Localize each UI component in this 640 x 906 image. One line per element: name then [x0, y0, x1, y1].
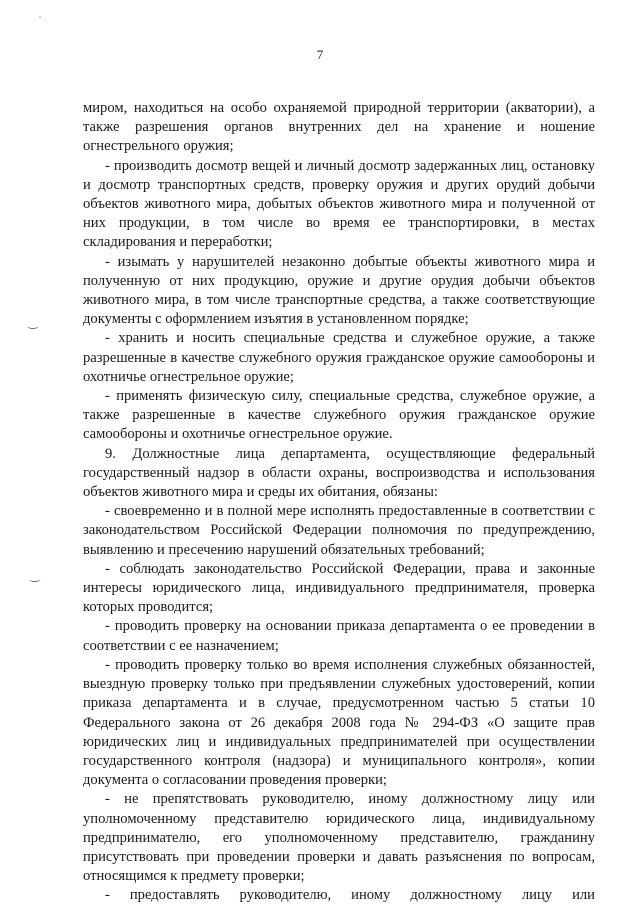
paragraph: - не препятствовать руководителю, иному должностному лицу или уполномоченному представителю юридического лица, индивидуальному предпринимателю, его уполномоченному представителю, гражданину присутствовать при проведении проверки и давать разъяснения по вопросам, относящимся к предмету проверки;: [83, 791, 595, 885]
paragraph: - хранить и носить специальные средства и служебное оружие, а также разрешенные в качестве служебного оружия гражданское оружие самообороны и охотничье огнестрельное оружие;: [83, 330, 595, 385]
paragraph: - предоставлять руководителю, иному должностному лицу или: [105, 887, 595, 904]
paragraph: - производить досмотр вещей и личный досмотр задержанных лиц, остановку и досмотр транспортных средств, проверку оружия и других орудий добычи объектов животного мира, добытых объектов животного мира и полученной от них продукции, в том числе во время ее транспортировки, в местах складирования и переработки;: [83, 157, 595, 251]
scan-speck: ‿: [28, 315, 38, 329]
paragraph: - проводить проверку на основании приказа департамента о ее проведении в соответствии с ее назначением;: [83, 618, 595, 654]
paragraph: миром, находиться на особо охраняемой природной территории (акватории), а также разрешения органов внутренних дел на хранение и ношение огнестрельного оружия;: [83, 100, 595, 155]
document-body: [83, 99, 595, 906]
scan-speck: ‿: [30, 568, 40, 582]
paragraph: - применять физическую силу, специальные средства, служебное оружие, а также разрешенные в качестве служебного оружия гражданское оружие самообороны и охотничье огнестрельное оружие.: [83, 388, 595, 443]
paragraph: 9. Должностные лица департамента, осуществляющие федеральный государственный надзор в области охраны, воспроизводства и использования объектов животного мира и среды их обитания, обязаны:: [83, 445, 595, 501]
paragraph: - своевременно и в полной мере исполнять предоставленные в соответствии с законодательством Российской Федерации полномочия по предупреждению, выявлению и пресечению нарушений обязательных требований;: [83, 503, 595, 558]
scan-speck: ·: [38, 10, 42, 24]
page-number: 7: [316, 47, 324, 62]
paragraph: - изымать у нарушителей незаконно добытые объекты животного мира и полученную от них продукцию, оружие и другие орудия добычи объектов животного мира, в том числе транспортные средства, а также соответствующие документы с оформлением изъятия в установленном порядке;: [83, 253, 595, 328]
paragraph: - проводить проверку только во время исполнения служебных обязанностей, выездную проверку только при предъявлении служебных удостоверений, копии приказа департамента и в случае, предусмотренном частью 5 статьи 10 Федерального закона от 26 декабря 2008 года № 294-ФЗ «О защите прав юридических лиц и индивидуальных предпринимателей при осуществлении государственного контроля (надзора) и муниципального контроля», копии документа о согласовании проведения проверки;: [83, 656, 595, 789]
paragraph: - соблюдать законодательство Российской Федерации, права и законные интересы юридического лица, индивидуального предпринимателя, проверка которых проводится;: [83, 560, 595, 616]
